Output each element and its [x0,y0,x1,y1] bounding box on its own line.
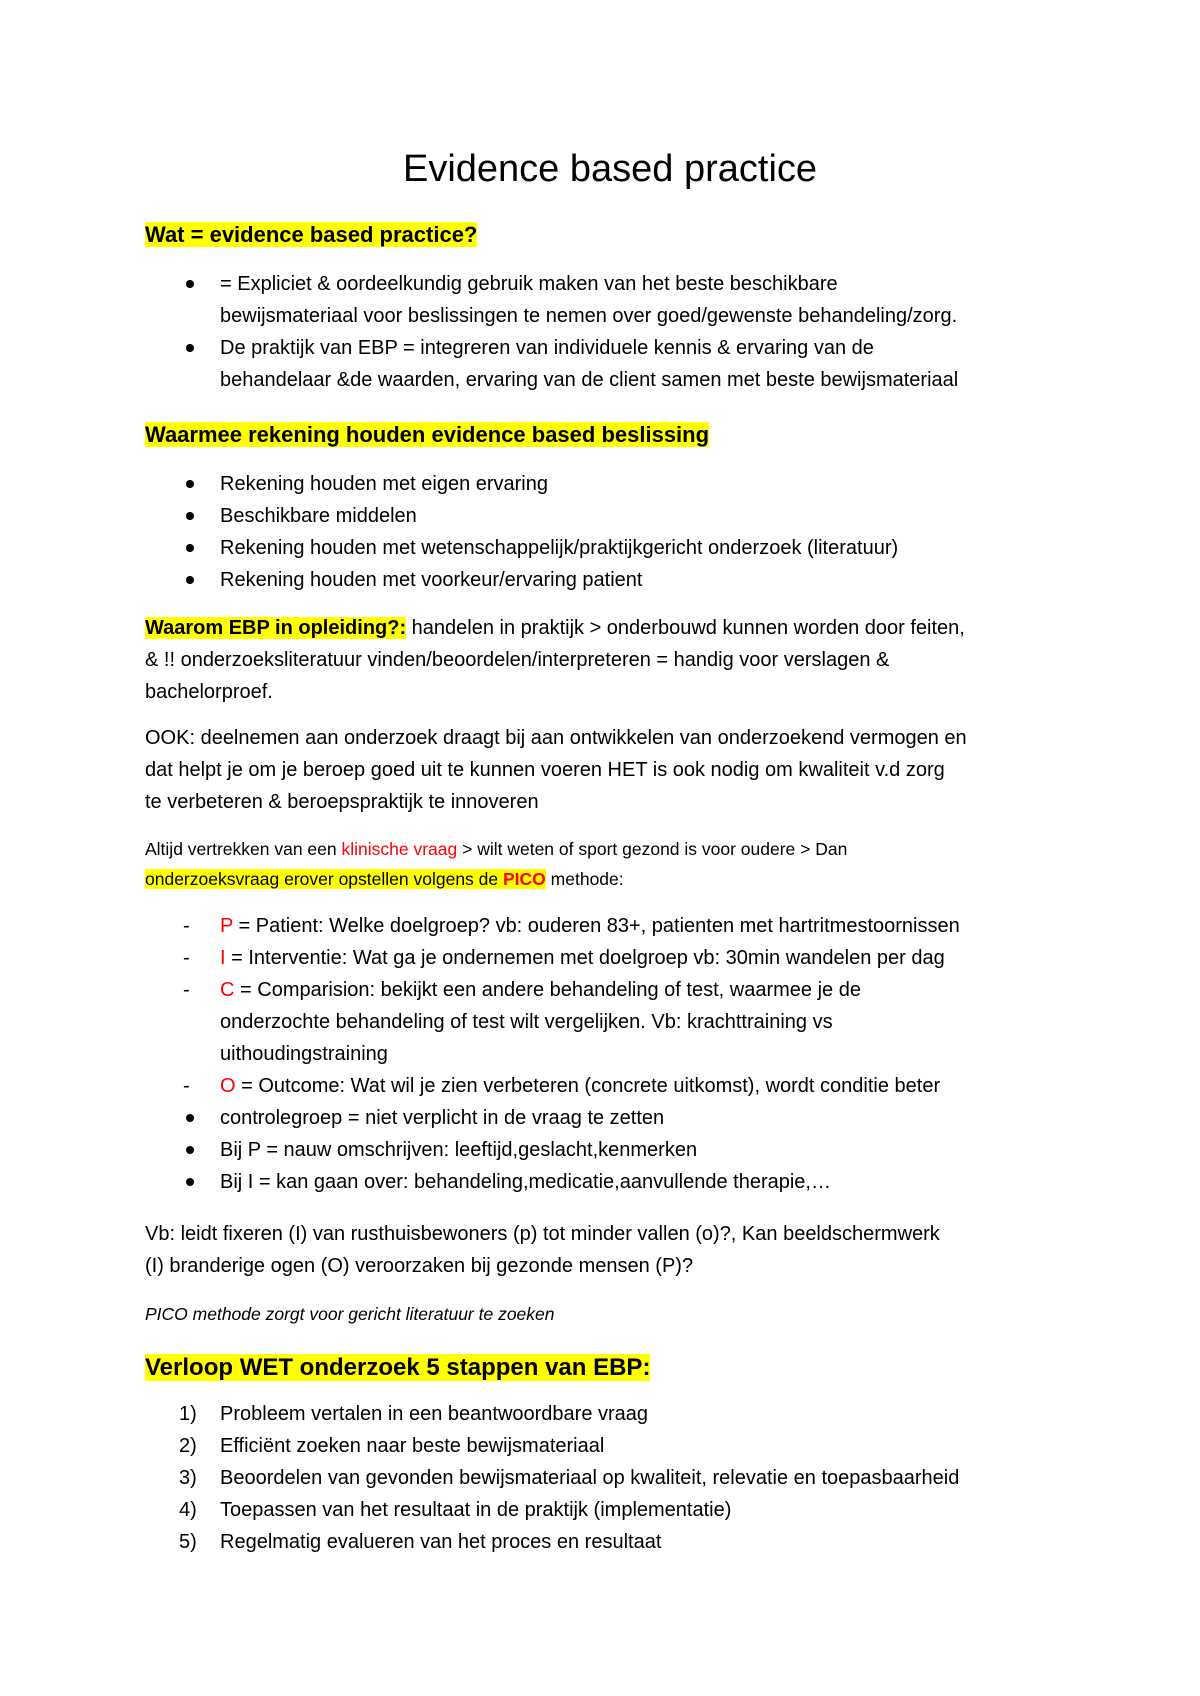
dash-marker: - [183,1075,190,1097]
clinical-question-term: klinische vraag [341,839,458,859]
list-item [145,468,1075,500]
highlighted-text: onderzoeksvraag erover opstellen volgens de PICO [145,869,546,889]
list-item [145,1134,1075,1166]
list-item-text: controlegroep = niet verplicht in de vraag te zetten [220,1107,665,1129]
step-item [145,1462,1075,1494]
list-item-text: onderzochte behandeling of test wilt vergelijken. Vb: krachttraining vs [220,1011,833,1033]
paragraph-text: Vb: leidt fixeren (I) van rusthuisbewoners (p) tot minder vallen (o)?, Kan beeldschermwerk [145,1223,940,1245]
paragraph-text: te verbeteren & beroepspraktijk te innoveren [145,791,539,813]
dash-marker: - [183,979,190,1001]
pico-letter: O [220,1075,236,1097]
paragraph-text: dat helpt je om je beroep goed uit te kunnen voeren HET is ook nodig om kwaliteit v.d zorg [145,759,945,781]
pico-item-p [145,910,1075,942]
bullet-icon [186,544,194,552]
bullet-icon [186,1114,194,1122]
step-item [145,1430,1075,1462]
step-text: Efficiënt zoeken naar beste bewijsmateriaal [220,1435,605,1457]
list-item-text: = Outcome: Wat wil je zien verbeteren (concrete uitkomst), wordt conditie beter [235,1075,941,1097]
step-number: 5) [179,1531,197,1553]
list-item-text: Bij I = kan gaan over: behandeling,medicatie,aanvullende therapie,… [220,1171,831,1193]
step-number: 2) [179,1435,197,1457]
list-item-text: uithoudingstraining [220,1043,388,1065]
section-heading-what-is-ebp [145,220,1075,250]
pico-letter: C [220,979,235,1001]
example-paragraph [145,1218,1075,1282]
list-item-text: Bij P = nauw omschrijven: leeftijd,geslacht,kenmerken [220,1139,698,1161]
list-item [145,332,1075,396]
list-item [145,1166,1075,1198]
ebp-steps-list [145,1398,1075,1558]
section-heading-considerations [145,420,1075,450]
list-item-text: De praktijk van EBP = integreren van individuele kennis & ervaring van de [220,337,874,359]
paragraph-text: (I) branderige ogen (O) veroorzaken bij gezonde mensen (P)? [145,1255,694,1277]
list-item-text: Rekening houden met wetenschappelijk/praktijkgericht onderzoek (literatuur) [220,537,899,559]
paragraph-text: handelen in praktijk > onderbouwd kunnen worden door feiten, [406,617,965,639]
paragraph-text: OOK: deelnemen aan onderzoek draagt bij aan ontwikkelen van onderzoekend vermogen en [145,727,967,749]
list-item-text: bewijsmateriaal voor beslissingen te nemen over goed/gewenste behandeling/zorg. [220,305,958,327]
pico-list [145,910,1075,1198]
heading-highlight: Waarmee rekening houden evidence based beslissing [145,422,710,447]
why-ebp-heading: Waarom EBP in opleiding?: [145,617,407,639]
step-number: 3) [179,1467,197,1489]
pico-item-i [145,942,1075,974]
step-text: Beoordelen van gevonden bewijsmateriaal op kwaliteit, relevatie en toepasbaarheid [220,1467,960,1489]
clinical-question-paragraph [145,834,1075,894]
paragraph-text: > wilt weten of sport gezond is voor oudere > Dan [457,839,848,859]
bullet-icon [186,1146,194,1154]
list-item [145,1102,1075,1134]
step-number: 1) [179,1403,197,1425]
list-item [145,564,1075,596]
pico-term: PICO [503,869,546,889]
bullet-icon [186,512,194,520]
pico-item-c [145,974,1075,1070]
step-number: 4) [179,1499,197,1521]
pico-item-o [145,1070,1075,1102]
pico-letter: P [220,915,233,937]
considerations-list [145,468,1075,596]
bullet-icon [186,480,194,488]
dash-marker: - [183,915,190,937]
paragraph-text: methode: [545,869,624,889]
paragraph-text: Altijd vertrekken van een [145,839,342,859]
document-title: Evidence based practice [402,148,818,190]
dash-marker: - [183,947,190,969]
list-item-text: behandelaar &de waarden, ervaring van de client samen met beste bewijsmateriaal [220,369,959,391]
bullet-icon [186,576,194,584]
ook-paragraph [145,722,1075,818]
section-heading-steps [145,1352,1075,1384]
heading-highlight: Verloop WET onderzoek 5 stappen van EBP: [145,1354,651,1381]
pico-note: PICO methode zorgt voor gericht literatuur te zoeken [145,1304,555,1324]
step-item [145,1398,1075,1430]
why-ebp-paragraph [145,612,1075,708]
list-item [145,500,1075,532]
list-item-text: Beschikbare middelen [220,505,417,527]
pico-letter: I [220,947,226,969]
list-item [145,268,1075,332]
bullet-icon [186,1178,194,1186]
list-item-text: = Comparision: bekijkt een andere behandeling of test, waarmee je de [234,979,861,1001]
ebp-definition-list [145,268,1075,396]
list-item-text: = Expliciet & oordeelkundig gebruik maken van het beste beschikbare [220,273,838,295]
heading-highlight: Wat = evidence based practice? [145,222,478,247]
step-item [145,1526,1075,1558]
step-item [145,1494,1075,1526]
bullet-icon [186,280,194,288]
list-item-text: Rekening houden met voorkeur/ervaring patient [220,569,643,591]
step-text: Regelmatig evalueren van het proces en resultaat [220,1531,662,1553]
step-text: Toepassen van het resultaat in de praktijk (implementatie) [220,1499,732,1521]
list-item-text: Rekening houden met eigen ervaring [220,473,548,495]
list-item-text: = Interventie: Wat ga je ondernemen met doelgroep vb: 30min wandelen per dag [225,947,945,969]
step-text: Probleem vertalen in een beantwoordbare vraag [220,1403,649,1425]
bullet-icon [186,344,194,352]
paragraph-text: bachelorproef. [145,681,273,703]
list-item [145,532,1075,564]
paragraph-text: & !! onderzoeksliteratuur vinden/beoordelen/interpreteren = handig voor verslagen & [145,649,890,671]
list-item-text: = Patient: Welke doelgroep? vb: ouderen 83+, patienten met hartritmestoornissen [232,915,960,937]
